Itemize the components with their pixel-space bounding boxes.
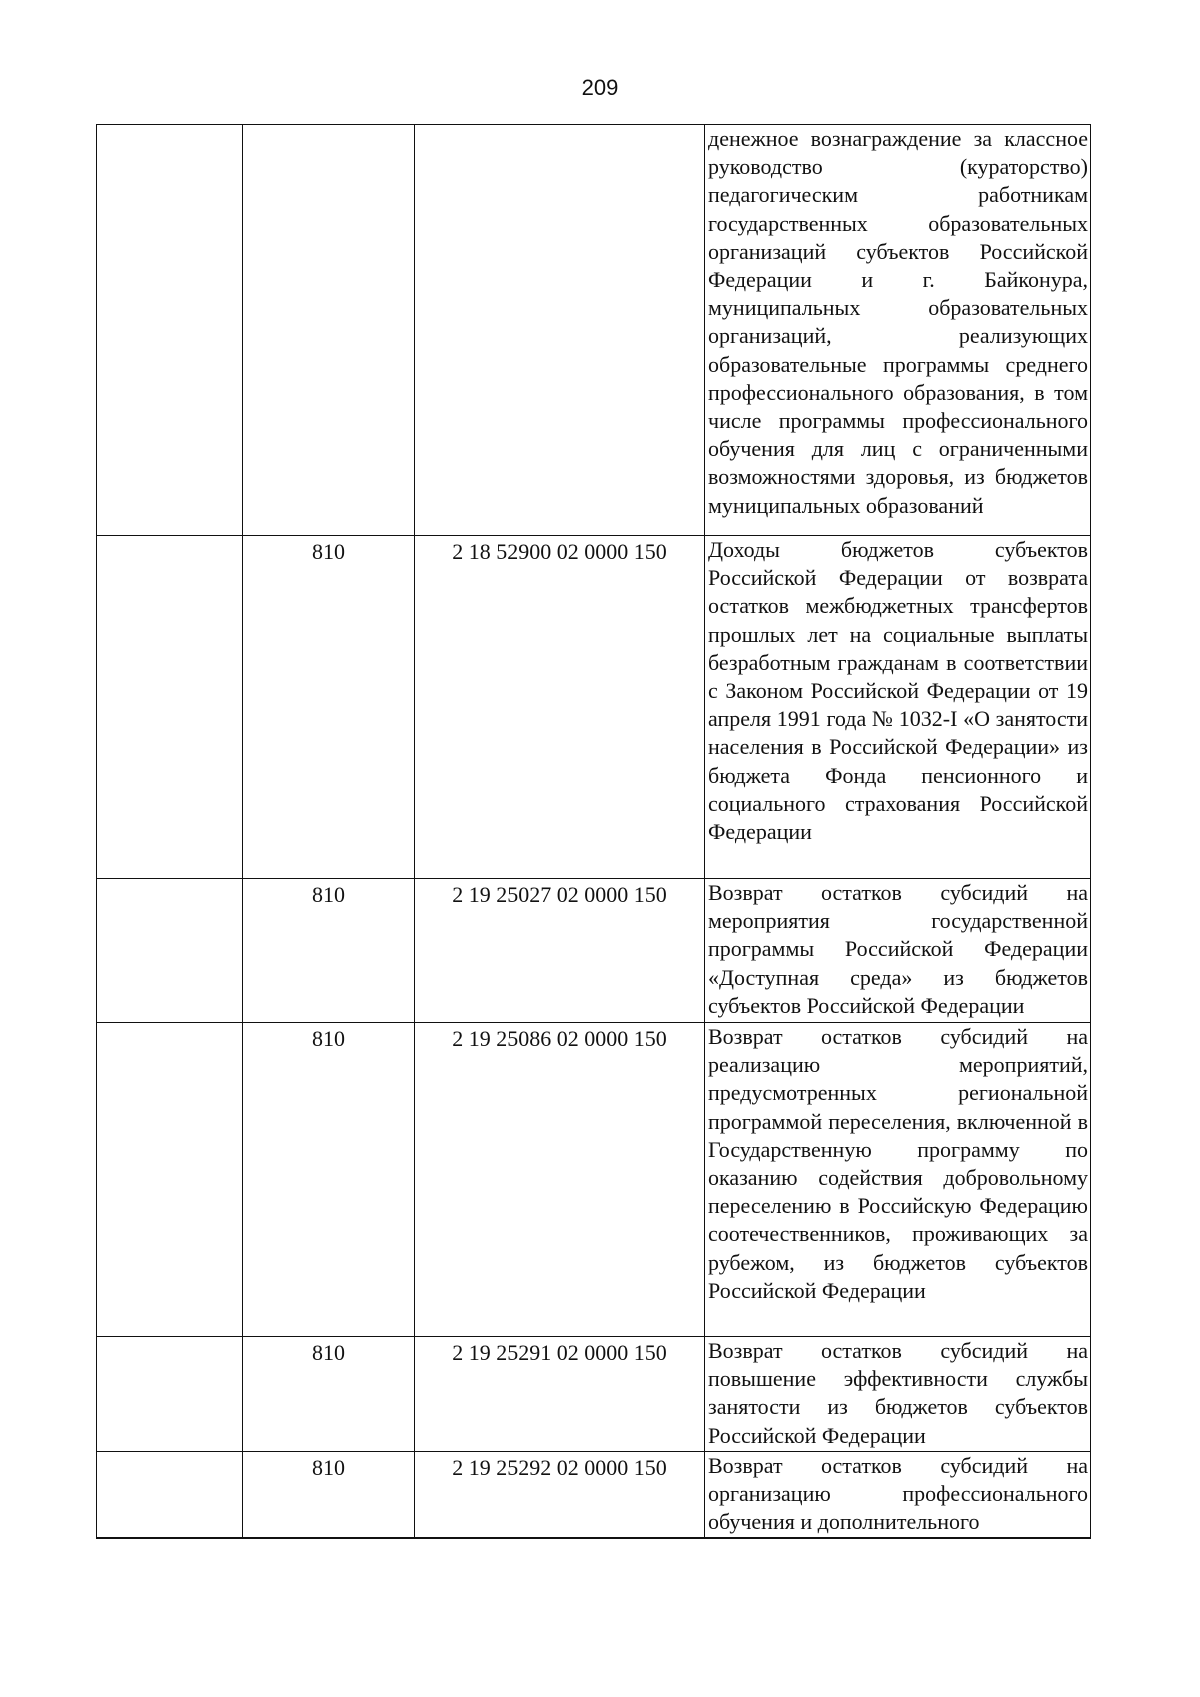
description-cell: Возврат остатков субсидий на повышение эффективности службы занятости из бюджетов субъектов Российской Федерации [705, 1337, 1091, 1452]
admin-code-cell: 810 [243, 1337, 415, 1452]
empty-cell [97, 1452, 243, 1538]
empty-cell [97, 536, 243, 879]
description-cell: Возврат остатков субсидий на организацию профессионального обучения и дополнительного [705, 1452, 1091, 1538]
admin-code-cell [243, 125, 415, 536]
kbk-code-cell: 2 18 52900 02 0000 150 [415, 536, 705, 879]
table-row [97, 1337, 1091, 1452]
table-row [97, 125, 1091, 536]
description-cell: Доходы бюджетов субъектов Российской Федерации от возврата остатков межбюджетных трансфертов прошлых лет на социальные выплаты безработным гражданам в соответствии с Законом Российской Федерации от 19 апреля 1991 года № 1032-I «О занятости населения в Российской Федерации» из бюджета Фонда пенсионного и социального страхования Российской Федерации [705, 536, 1091, 879]
kbk-code-cell: 2 19 25291 02 0000 150 [415, 1337, 705, 1452]
empty-cell [97, 1023, 243, 1337]
table-row [97, 1023, 1091, 1337]
table-row [97, 879, 1091, 1023]
description-cell: Возврат остатков субсидий на мероприятия государственной программы Российской Федерации «Доступная среда» из бюджетов субъектов Российской Федерации [705, 879, 1091, 1023]
description-cell: денежное вознаграждение за классное руководство (кураторство) педагогическим работникам государственных образовательных организаций субъектов Российской Федерации и г. Байконура, муниципальных образовательных организаций, реализующих образовательные программы среднего профессионального образования, в том числе программы профессионального обучения для лиц с ограниченными возможностями здоровья, из бюджетов муниципальных образований [705, 125, 1091, 536]
admin-code-cell: 810 [243, 1023, 415, 1337]
admin-code-cell: 810 [243, 879, 415, 1023]
admin-code-cell: 810 [243, 536, 415, 879]
page-number: 209 [581, 75, 619, 100]
table-row [97, 536, 1091, 879]
table-row [97, 1452, 1091, 1538]
empty-cell [97, 1337, 243, 1452]
empty-cell [97, 879, 243, 1023]
budget-classification-table [96, 124, 1091, 1539]
kbk-code-cell: 2 19 25292 02 0000 150 [415, 1452, 705, 1538]
kbk-code-cell: 2 19 25027 02 0000 150 [415, 879, 705, 1023]
kbk-code-cell [415, 125, 705, 536]
kbk-code-cell: 2 19 25086 02 0000 150 [415, 1023, 705, 1337]
empty-cell [97, 125, 243, 536]
description-cell: Возврат остатков субсидий на реализацию мероприятий, предусмотренных региональной программой переселения, включенной в Государственную программу по оказанию содействия добровольному переселению в Российскую Федерацию соотечественников, проживающих за рубежом, из бюджетов субъектов Российской Федерации [705, 1023, 1091, 1337]
admin-code-cell: 810 [243, 1452, 415, 1538]
